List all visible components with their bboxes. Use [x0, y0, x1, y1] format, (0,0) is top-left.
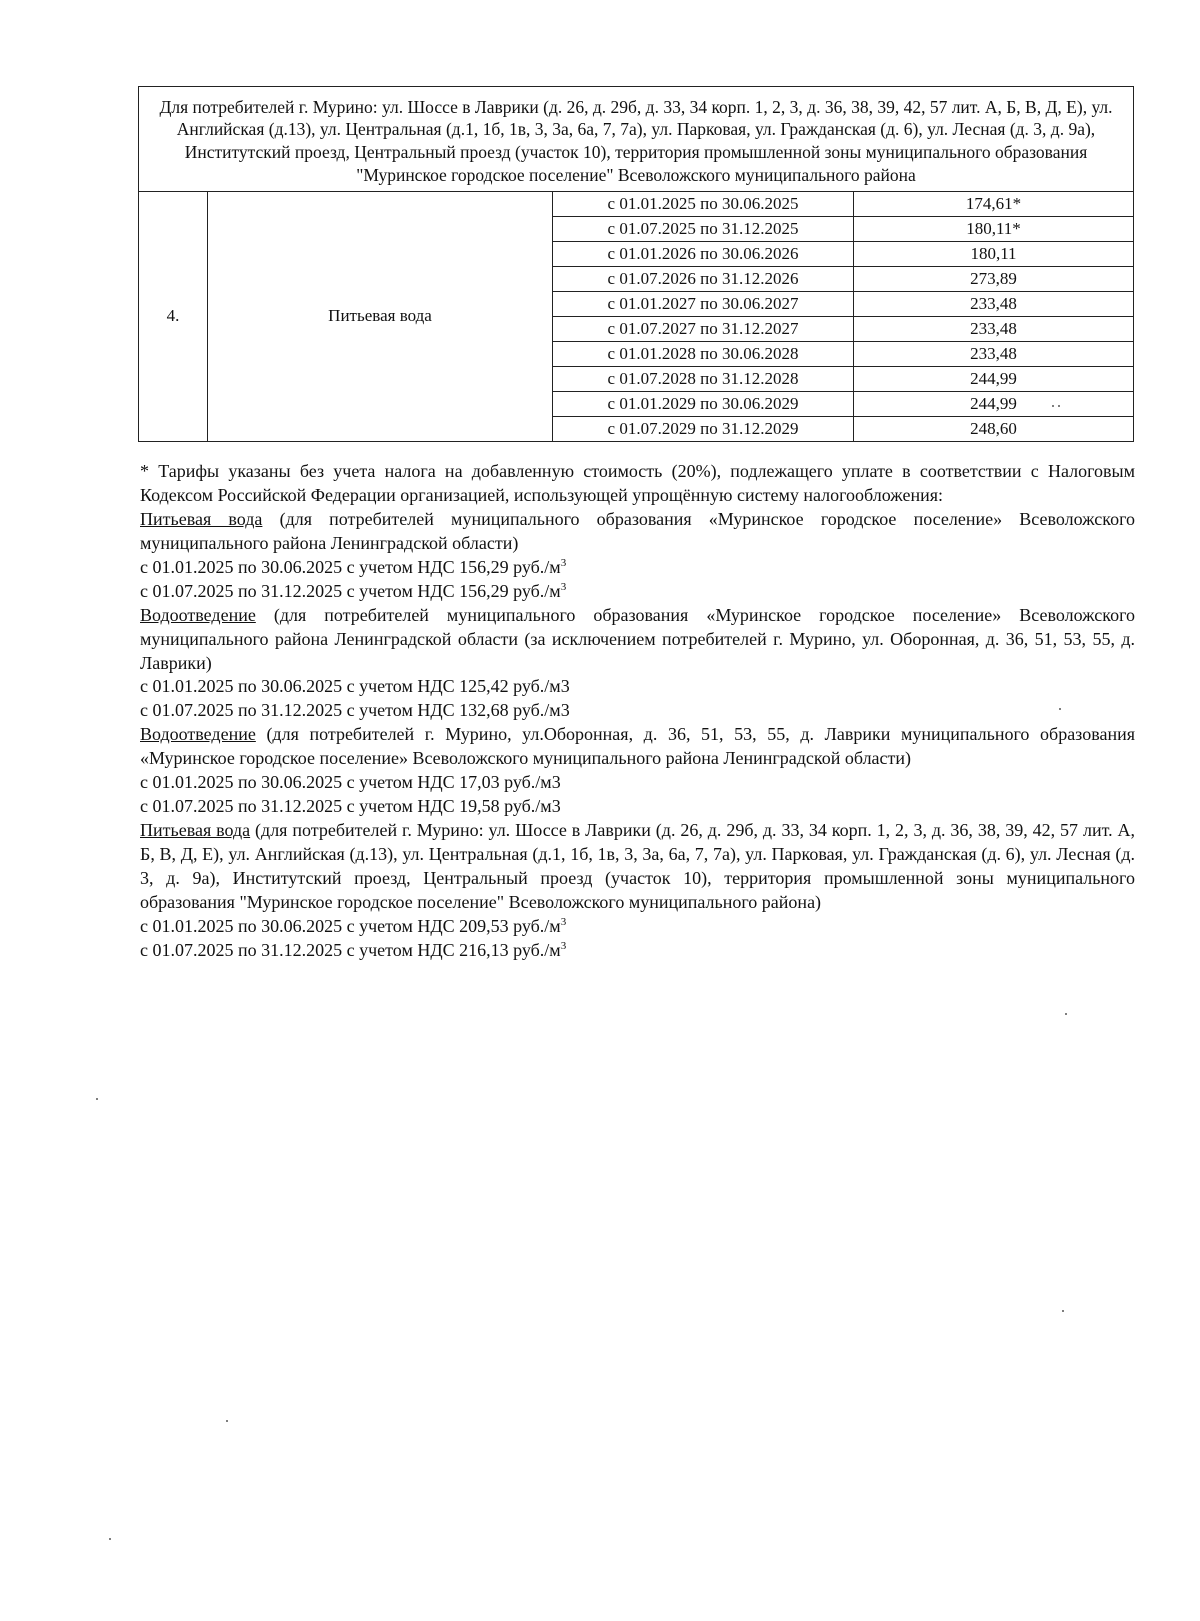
note-wastewater-general [140, 604, 1135, 676]
period-cell: с 01.01.2025 по 30.06.2025 [553, 192, 854, 217]
scan-speck [1052, 405, 1054, 407]
table-header-row [139, 87, 1134, 192]
table-row [139, 192, 1134, 217]
scan-speck [226, 1420, 228, 1422]
scan-speck [96, 1098, 98, 1100]
note-rate-line: с 01.07.2025 по 31.12.2025 с учетом НДС 132,68 руб./м3 [140, 700, 570, 721]
period-cell: с 01.01.2028 по 30.06.2028 [553, 342, 854, 367]
period-cell: с 01.07.2028 по 31.12.2028 [553, 367, 854, 392]
scan-speck [1058, 405, 1060, 407]
scan-speck [1062, 1310, 1064, 1312]
tariff-value: 180,11* [854, 217, 1134, 242]
tariff-value: 174,61* [854, 192, 1134, 217]
note-rate-line: с 01.01.2025 по 30.06.2025 с учетом НДС 209,53 $руб./м^3$ [140, 915, 567, 936]
note-rate-line: с 01.07.2025 по 31.12.2025 с учетом НДС 156,29 $руб./м^3$ [140, 580, 567, 601]
note-title: Питьевая вода [140, 508, 263, 529]
tariff-value: 244,99 [854, 367, 1134, 392]
period-cell: с 01.01.2026 по 30.06.2026 [553, 242, 854, 267]
period-cell: с 01.07.2029 по 31.12.2029 [553, 417, 854, 442]
note-description: (для потребителей муниципального образования «Муринское городское поселение» Всеволожского муниципального района Ленинградской области (за исключением потребителей г. Мурино, ул. Оборонная, д. 36, 51, 53, 55, д. Лаврики) [140, 604, 1135, 673]
note-rate-line: с 01.07.2025 по 31.12.2025 с учетом НДС 216,13 $руб./м^3$ [140, 939, 567, 960]
note-rate-line: с 01.01.2025 по 30.06.2025 с учетом НДС 125,42 руб./м3 [140, 676, 570, 697]
note-wastewater-oboronnaya [140, 723, 1135, 771]
consumer-header: Для потребителей г. Мурино: ул. Шоссе в Лаврики (д. 26, д. 29б, д. 33, 34 корп. 1, 2, 3, д. 36, 38, 39, 42, 57 лит. А, Б, В, Д, Е), ул. Английская (д.13), ул. Центральная (д.1, 1б, 1в, 3, 3а, 6а, 7, 7а), ул. Парковая, ул. Гражданская (д. 6), ул. Лесная (д. 3, д. 9а), Институтский проезд, Центральный проезд (участок 10), территория промышленной зоны муниципального образования "Муринское городское поселение" Всеволожского муниципального района [139, 87, 1134, 192]
tariff-value: 233,48 [854, 292, 1134, 317]
scan-speck [109, 1538, 111, 1540]
note-drinking-water-murino [140, 819, 1135, 915]
notes-section [140, 460, 1135, 963]
tariff-value: 180,11 [854, 242, 1134, 267]
note-description: (для потребителей муниципального образования «Муринское городское поселение» Всеволожского муниципального района Ленинградской области) [140, 508, 1136, 553]
tariff-value: 233,48 [854, 342, 1134, 367]
scan-speck [1065, 1013, 1067, 1015]
note-rate-line: с 01.01.2025 по 30.06.2025 с учетом НДС 156,29 $руб./м^3$ [140, 556, 567, 577]
period-cell: с 01.07.2025 по 31.12.2025 [553, 217, 854, 242]
tariff-value: 233,48 [854, 317, 1134, 342]
period-cell: с 01.01.2027 по 30.06.2027 [553, 292, 854, 317]
note-rate-line: с 01.01.2025 по 30.06.2025 с учетом НДС 17,03 руб./м3 [140, 772, 561, 793]
note-title: Водоотведение [140, 604, 256, 625]
vat-footnote: * Тарифы указаны без учета налога на добавленную стоимость (20%), подлежащего уплате в соответствии с Налоговым Кодексом Российской Федерации организацией, использующей упрощённую систему налогообложения: [140, 461, 1135, 505]
tariff-table [138, 86, 1134, 442]
note-description: (для потребителей г. Мурино: ул. Шоссе в Лаврики (д. 26, д. 29б, д. 33, 34 корп. 1, 2, 3, д. 36, 38, 39, 42, 57 лит. А, Б, В, Д, Е), ул. Английская (д.13), ул. Центральная (д.1, 1б, 1в, 3, 3а, 6а, 7, 7а), ул. Парковая, ул. Гражданская (д. 6), ул. Лесная (д. 3, д. 9а), Институтский проезд, Центральный проезд (участок 10), территория промышленной зоны муниципального образования "Муринское городское поселение" Всеволожского муниципального района) [140, 820, 1135, 912]
period-cell: с 01.07.2027 по 31.12.2027 [553, 317, 854, 342]
tariff-value: 248,60 [854, 417, 1134, 442]
tariff-value: 244,99 [854, 392, 1134, 417]
note-title: Водоотведение [140, 724, 256, 745]
tariff-value: 273,89 [854, 267, 1134, 292]
scan-speck [1059, 708, 1061, 710]
period-cell: с 01.01.2029 по 30.06.2029 [553, 392, 854, 417]
note-rate-line: с 01.07.2025 по 31.12.2025 с учетом НДС 19,58 руб./м3 [140, 796, 561, 817]
service-name: Питьевая вода [208, 192, 553, 442]
row-number: 4. [139, 192, 208, 442]
note-title: Питьевая вода [140, 820, 251, 841]
note-drinking-water-general [140, 508, 1135, 556]
period-cell: с 01.07.2026 по 31.12.2026 [553, 267, 854, 292]
note-description: (для потребителей г. Мурино, ул.Оборонная, д. 36, 51, 53, 55, д. Лаврики муниципального образования «Муринское городское поселение» Всеволожского муниципального района Ленинградской области) [140, 724, 1135, 769]
